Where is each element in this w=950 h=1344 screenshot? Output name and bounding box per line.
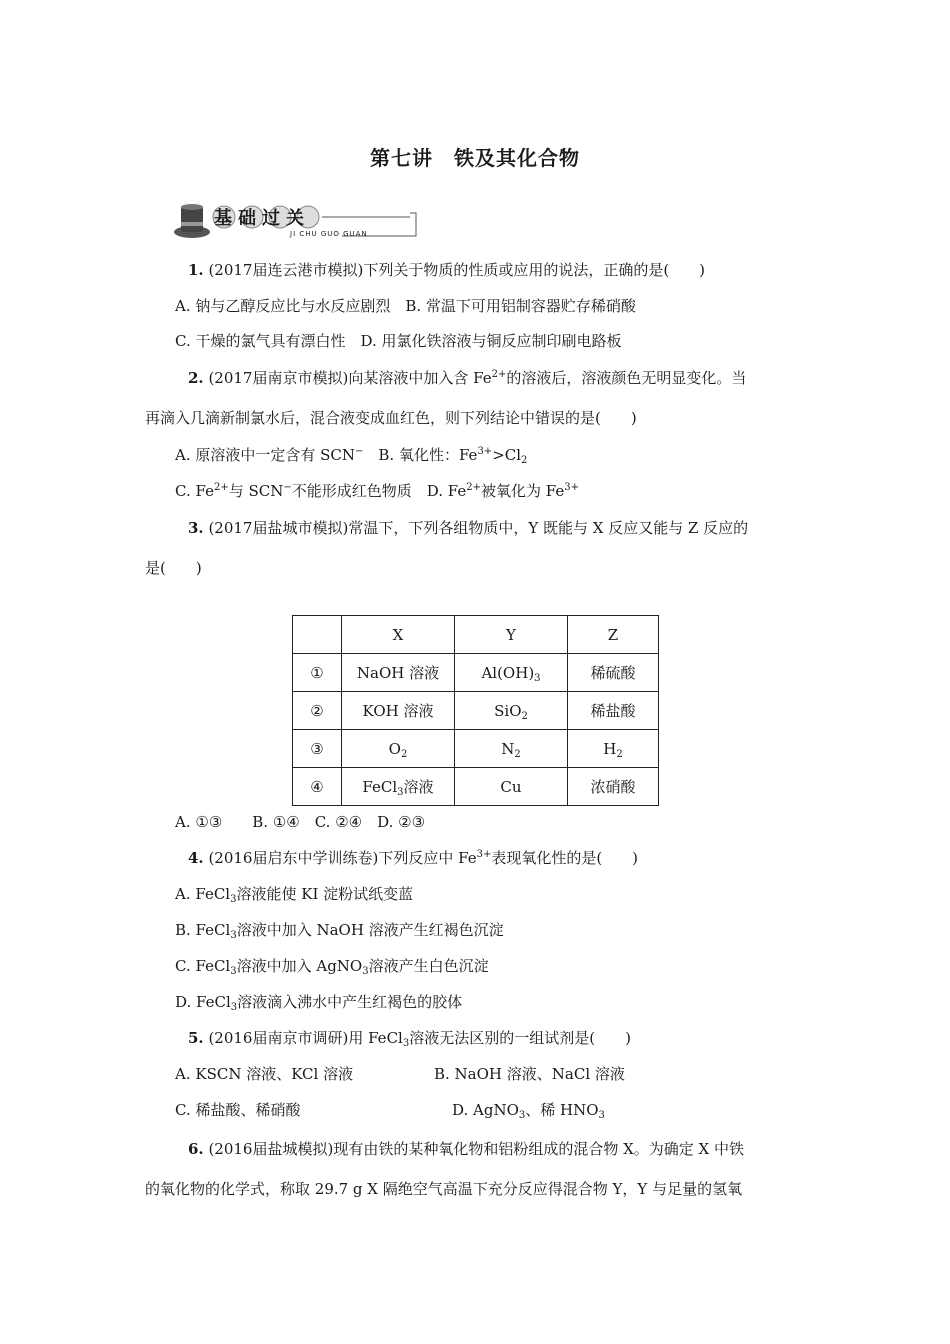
question-5-option-d — [452, 1100, 605, 1120]
option-d: 不能形成红色物质 D. Fe — [291, 482, 467, 500]
table-cell — [342, 768, 455, 806]
cell-text: H — [603, 739, 617, 758]
banner-pinyin: JI CHU GUO GUAN — [290, 230, 368, 238]
question-2-stem-line1 — [188, 368, 746, 388]
question-number: 2. — [188, 369, 204, 387]
subscript: 2 — [521, 455, 528, 466]
option-text: 溶液中加入 NaOH 溶液产生红褐色沉淀 — [236, 921, 504, 939]
table-cell: 稀盐酸 — [568, 692, 659, 730]
table-row — [293, 692, 659, 730]
option-a: A. 原溶液中一定含有 SCN — [175, 446, 356, 464]
subscript: 2 — [514, 748, 521, 760]
question-number: 6. — [188, 1140, 204, 1158]
page-title: 第七讲 铁及其化合物 — [370, 146, 580, 170]
option-text: 溶液能使 KI 淀粉试纸变蓝 — [236, 885, 414, 903]
question-number: 3. — [188, 519, 204, 537]
question-3-options: A. ①③ B. ①④ C. ②④ D. ②③ — [175, 813, 426, 831]
subscript: 3 — [230, 1002, 238, 1013]
option-text: 、稀 HNO — [525, 1101, 599, 1119]
question-5-stem — [188, 1028, 631, 1048]
superscript: 3+ — [564, 482, 579, 493]
table-cell: ② — [293, 692, 342, 730]
table-header-cell: Z — [568, 616, 659, 654]
question-text: 表现氧化性的是( ) — [491, 849, 639, 867]
question-3-stem-line1 — [188, 518, 748, 538]
table-cell: KOH 溶液 — [342, 692, 455, 730]
table-header-cell: X — [342, 616, 455, 654]
question-4-option-d — [175, 992, 462, 1012]
question-4-option-c — [175, 956, 489, 976]
question-2-options-ab — [175, 445, 527, 465]
option-b: B. 氧化性：Fe — [363, 446, 478, 464]
question-5-option-c: C. 稀盐酸、稀硝酸 — [175, 1101, 301, 1119]
cell-text: O — [388, 739, 401, 758]
subscript: 3 — [230, 894, 237, 905]
subscript: 3 — [230, 966, 237, 977]
superscript: 2+ — [466, 482, 481, 493]
question-text: (2017届连云港市模拟)下列关于物质的性质或应用的说法，正确的是( ) — [208, 261, 706, 279]
table-row — [293, 654, 659, 692]
superscript: − — [355, 446, 364, 457]
option-b: >Cl — [492, 446, 522, 464]
question-4-option-b — [175, 920, 504, 940]
question-5-option-a: A. KSCN 溶液、KCl 溶液 — [175, 1065, 354, 1083]
option-text: A. FeCl — [175, 885, 231, 903]
cell-text: 溶液 — [403, 778, 434, 796]
option-c: C. Fe — [175, 482, 214, 500]
subscript: 3 — [397, 787, 404, 798]
cell-text: N — [501, 739, 515, 758]
subscript: 2 — [400, 748, 408, 760]
question-2-stem-line2: 再滴入几滴新制氯水后，混合液变成血红色，则下列结论中错误的是( ) — [145, 409, 637, 427]
table-header-cell — [293, 616, 342, 654]
question-6-stem-line2: 的氧化物的化学式，称取 29.7 g X 隔绝空气高温下充分反应得混合物 Y，Y 与足量的氢氧 — [145, 1180, 743, 1198]
subscript: 3 — [362, 966, 369, 977]
superscript: 3+ — [476, 849, 492, 860]
question-5-option-b: B. NaOH 溶液、NaCl 溶液 — [434, 1065, 625, 1083]
question-4-option-a — [175, 884, 413, 904]
option-text: B. FeCl — [175, 921, 231, 939]
superscript: 3+ — [477, 446, 493, 457]
table-header-cell: Y — [455, 616, 568, 654]
option-text: D. AgNO — [452, 1101, 519, 1119]
question-6-stem-line1 — [188, 1139, 744, 1159]
section-banner — [172, 200, 422, 242]
superscript: − — [283, 482, 292, 493]
option-c: 与 SCN — [228, 482, 284, 500]
question-1-stem — [188, 260, 705, 280]
subscript: 3 — [598, 1110, 605, 1121]
question-2-options-cd — [175, 481, 579, 501]
table-cell — [568, 730, 659, 768]
table-cell: ③ — [293, 730, 342, 768]
table-cell — [455, 730, 568, 768]
cell-text: SiO — [494, 701, 522, 720]
question-1-options-cd: C. 干燥的氯气具有漂白性 D. 用氯化铁溶液与铜反应制印刷电路板 — [175, 332, 622, 350]
question-4-stem — [188, 848, 638, 868]
question-text: 的溶液后，溶液颜色无明显变化。当 — [506, 369, 747, 387]
table-cell — [455, 692, 568, 730]
question-text: 溶液无法区别的一组试剂是( ) — [409, 1029, 631, 1047]
table-row — [293, 730, 659, 768]
subscript: 2 — [616, 748, 623, 760]
table-cell — [455, 654, 568, 692]
question-number: 5. — [188, 1029, 204, 1047]
table-cell — [342, 730, 455, 768]
subscript: 3 — [230, 930, 237, 941]
question-3-stem-line2: 是( ) — [145, 559, 202, 577]
question-text: (2016届盐城模拟)现有由铁的某种氧化物和铝粉组成的混合物 X。为确定 X 中铁 — [208, 1140, 744, 1158]
table-cell: 稀硫酸 — [568, 654, 659, 692]
table-cell: Cu — [455, 768, 568, 806]
table-header-row — [293, 616, 659, 654]
option-d: 被氧化为 Fe — [481, 482, 565, 500]
question-1-options-ab: A. 钠与乙醇反应比与水反应剧烈 B. 常温下可用铝制容器贮存稀硝酸 — [175, 297, 636, 315]
question-text: (2017届南京市模拟)向某溶液中加入含 Fe — [208, 369, 492, 387]
option-text: 溶液中加入 AgNO — [236, 957, 363, 975]
superscript: 2+ — [491, 369, 507, 380]
table-cell: 浓硝酸 — [568, 768, 659, 806]
table-cell: ① — [293, 654, 342, 692]
subscript: 3 — [518, 1110, 526, 1121]
question-text: (2017届盐城市模拟)常温下，下列各组物质中，Y 既能与 X 反应又能与 Z 反应的 — [208, 519, 749, 537]
option-text: C. FeCl — [175, 957, 231, 975]
cell-text: FeCl — [362, 778, 398, 796]
superscript: 2+ — [213, 482, 229, 493]
question-text: (2016届南京市调研)用 FeCl — [208, 1029, 403, 1047]
question-text: (2016届启东中学训练卷)下列反应中 Fe — [208, 849, 477, 867]
table-cell: ④ — [293, 768, 342, 806]
option-text: 溶液产生白色沉淀 — [368, 957, 489, 975]
option-text: 溶液滴入沸水中产生红褐色的胶体 — [237, 993, 463, 1011]
question-number: 1. — [188, 261, 204, 279]
table-cell: NaOH 溶液 — [342, 654, 455, 692]
cell-text: Al(OH) — [481, 663, 535, 682]
banner-title: 基础过关 — [214, 208, 310, 229]
option-text: D. FeCl — [175, 993, 231, 1011]
subscript: 2 — [521, 710, 528, 722]
table-row — [293, 768, 659, 806]
reagent-table — [292, 615, 659, 806]
subscript: 3 — [534, 672, 541, 684]
subscript: 3 — [402, 1038, 410, 1049]
question-number: 4. — [188, 849, 204, 867]
